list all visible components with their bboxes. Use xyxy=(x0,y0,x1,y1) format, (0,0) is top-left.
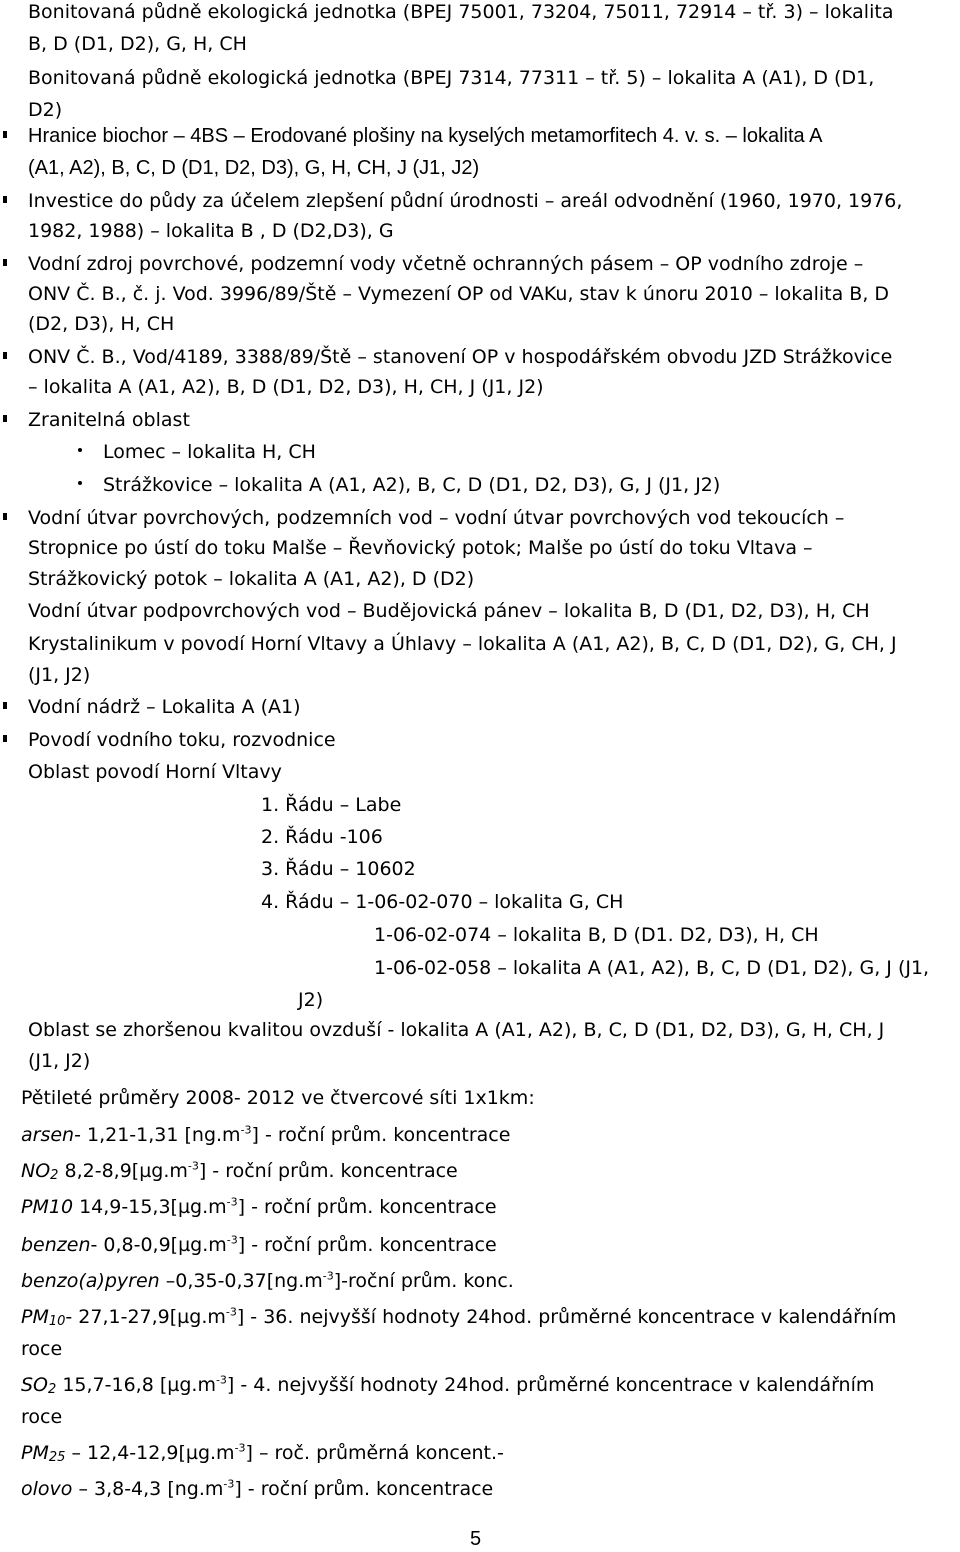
air-quality-row: $PM_{10}-$ $27,1-27,9[\mu g.m^{-3}] - 36$. nejvyšší hodnoty 24hod. průměrné koncentrace v kalendářním xyxy=(21,1305,897,1329)
text-line: Oblast se zhoršenou kvalitou ovzduší - lokalita A (A1, A2), B, C, D (D1, D2, D3), G, H, CH, J xyxy=(28,1019,885,1041)
list-item: 3. Řádu – 10602 xyxy=(261,858,416,880)
text-line: Bonitovaná půdně ekologická jednotka (BPEJ 75001, 73204, 75011, 72914 – tř. 3) – lokalita xyxy=(28,1,894,23)
air-quality-row: $NO_2$ $8,2-8,9[\mu g.m^{-3}]$ - roční prům. koncentrace xyxy=(21,1159,458,1183)
air-quality-row: benzo(a)pyren $-0,35-0,37[ng.m^{-3}]$-roční prům. konc. xyxy=(21,1269,514,1292)
text-line: roce xyxy=(21,1406,63,1428)
text-line: Zranitelná oblast xyxy=(28,409,190,431)
section-heading: Pětileté průměry 2008- 2012 ve čtvercové síti 1x1km: xyxy=(21,1087,535,1109)
text-line: Vodní zdroj povrchové, podzemní vody včetně ochranných pásem – OP vodního zdroje – xyxy=(28,253,864,275)
list-item: 1-06-02-074 – lokalita B, D (D1. D2, D3), H, CH xyxy=(374,924,819,946)
text-line: Hranice biochor – 4BS – Erodované plošiny na kyselých metamorfitech 4. v. s. – lokalita A xyxy=(28,125,823,147)
text-line: Strážkovice – lokalita A (A1, A2), B, C, D (D1, D2, D3), G, J (J1, J2) xyxy=(103,474,721,496)
text-line: Vodní útvar podpovrchových vod – Budějovická pánev – lokalita B, D (D1, D2, D3), H, CH xyxy=(28,600,870,622)
text-line: Lomec – lokalita H, CH xyxy=(103,441,316,463)
list-item: 1. Řádu – Labe xyxy=(261,794,402,816)
text-line: B, D (D1, D2), G, H, CH xyxy=(28,33,247,55)
text-line: (J1, J2) xyxy=(28,664,91,686)
text-line: Strážkovický potok – lokalita A (A1, A2), D (D2) xyxy=(28,568,475,590)
list-item: 2. Řádu -106 xyxy=(261,826,383,848)
square-bullet-icon xyxy=(3,513,7,520)
air-quality-row: $SO_2$ 15,7-16,8 $[\mu g.m^{-3}] - 4$. nejvyšší hodnoty 24hod. průměrné koncentrace v kalendářním xyxy=(21,1373,875,1397)
text-line: J2) xyxy=(298,989,324,1011)
square-bullet-icon xyxy=(3,735,7,742)
square-bullet-icon xyxy=(3,259,7,266)
text-line: Investice do půdy za účelem zlepšení půdní úrodnosti – areál odvodnění (1960, 1970, 1976, xyxy=(28,190,903,212)
text-line: 1982, 1988) – lokalita B , D (D2,D3), G xyxy=(28,220,394,242)
text-line: ONV Č. B., Vod/4189, 3388/89/Ště – stanovení OP v hospodářském obvodu JZD Strážkovice xyxy=(28,346,893,368)
round-bullet-icon xyxy=(78,448,82,452)
square-bullet-icon xyxy=(3,415,7,422)
text-line: (A1, A2), B, C, D (D1, D2, D3), G, H, CH, J (J1, J2) xyxy=(28,157,480,179)
air-quality-row: $PM_{25} - 12,4-12,9[\mu g.m^{-3}]$ – roč. průměrná koncent.- xyxy=(21,1441,504,1465)
text-line: (J1, J2) xyxy=(28,1050,91,1072)
text-line: Stropnice po ústí do toku Malše – Řevňovický potok; Malše po ústí do toku Vltava – xyxy=(28,537,813,559)
page-number: 5 xyxy=(470,1528,482,1550)
text-line: roce xyxy=(21,1338,63,1360)
text-line: Bonitovaná půdně ekologická jednotka (BPEJ 7314, 77311 – tř. 5) – lokalita A (A1), D (D1, xyxy=(28,67,875,89)
list-item: 4. Řádu – 1-06-02-070 – lokalita G, CH xyxy=(261,891,624,913)
text-line: Vodní útvar povrchových, podzemních vod – vodní útvar povrchových vod tekoucích – xyxy=(28,507,845,529)
text-line: Krystalinikum v povodí Horní Vltavy a Úhlavy – lokalita A (A1, A2), B, C, D (D1, D2), G, CH, J xyxy=(28,633,897,655)
air-quality-row: olovo – 3,8-4,3 $[ng.m^{-3}]$ - roční prům. koncentrace xyxy=(21,1477,494,1500)
text-line: D2) xyxy=(28,99,63,121)
air-quality-row: arsen- 1,21-1,31 $[ng.m^{-3}]$ - roční prům. koncentrace xyxy=(21,1123,511,1146)
square-bullet-icon xyxy=(3,702,7,709)
text-line: (D2, D3), H, CH xyxy=(28,313,175,335)
text-line: – lokalita A (A1, A2), B, D (D1, D2, D3), H, CH, J (J1, J2) xyxy=(28,376,544,398)
square-bullet-icon xyxy=(3,196,7,203)
text-line: Vodní nádrž – Lokalita A (A1) xyxy=(28,696,301,718)
text-line: Povodí vodního toku, rozvodnice xyxy=(28,729,336,751)
text-line: ONV Č. B., č. j. Vod. 3996/89/Ště – Vymezení OP od VAKu, stav k únoru 2010 – lokalita B, D xyxy=(28,283,890,305)
air-quality-row: benzen- $0,8-0,9[\mu g.m^{-3}]$ - roční prům. koncentrace xyxy=(21,1233,497,1256)
text-line: Oblast povodí Horní Vltavy xyxy=(28,761,282,783)
list-item: 1-06-02-058 – lokalita A (A1, A2), B, C, D (D1, D2), G, J (J1, xyxy=(374,957,930,979)
square-bullet-icon xyxy=(3,131,7,138)
air-quality-row: PM10 $14,9-15,3[\mu g.m^{-3}]$ - roční prům. koncentrace xyxy=(21,1195,497,1218)
square-bullet-icon xyxy=(3,352,7,359)
round-bullet-icon xyxy=(78,481,82,485)
